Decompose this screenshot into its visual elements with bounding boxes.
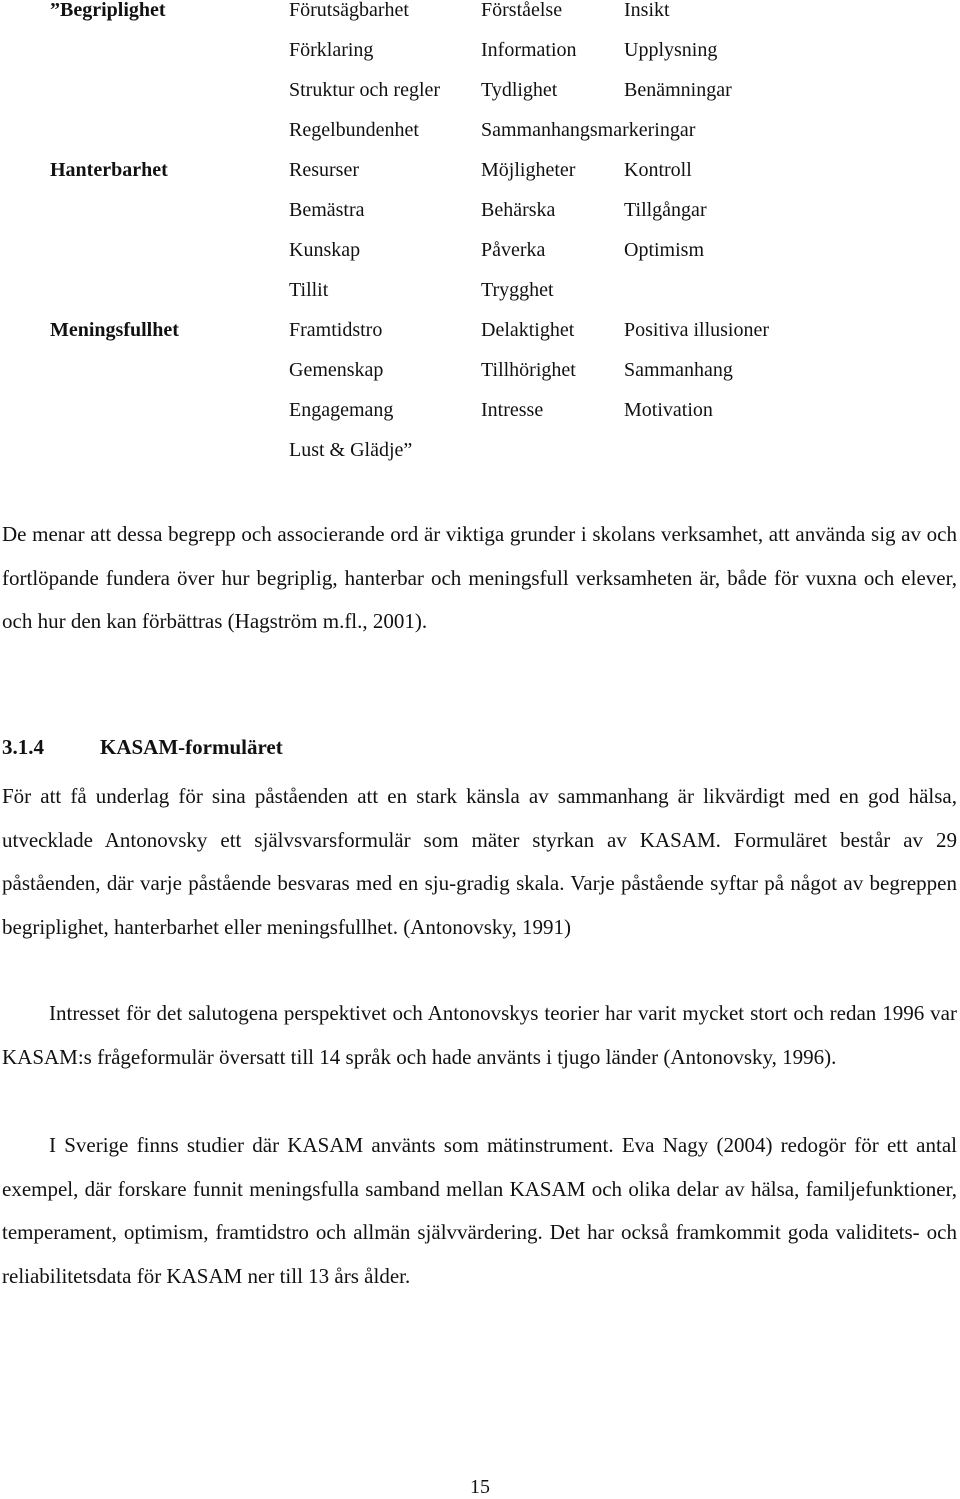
concept-cell: Förklaring	[289, 39, 374, 61]
section-heading	[2, 735, 283, 760]
concept-cell: Resurser	[289, 159, 359, 181]
concept-cell: Tydlighet	[481, 79, 558, 101]
category-cell: ”Begriplighet	[50, 0, 166, 21]
concept-cell: Delaktighet	[481, 319, 575, 341]
category-cell: Hanterbarhet	[50, 159, 168, 181]
concept-cell: Framtidstro	[289, 319, 383, 341]
concept-row	[0, 240, 960, 280]
section-number: 3.1.4	[2, 735, 44, 759]
concept-cell: Information	[481, 39, 577, 61]
concept-cell: Bemästra	[289, 199, 365, 221]
concept-row	[0, 320, 960, 360]
concept-cell: Tillhörighet	[481, 359, 576, 381]
body-paragraph: I Sverige finns studier där KASAM använts som mätinstrument. Eva Nagy (2004) redogör för ett antal exempel, där forskare funnit meningsfulla samband mellan KASAM och olika delar av hälsa, familjefunktioner, temperament, optimism, framtidstro och allmän självvärdering. Det har också framkommit goda validitets- och reliabilitetsdata för KASAM ner till 13 års ålder.	[2, 1133, 957, 1288]
body-paragraph: De menar att dessa begrepp och associerande ord är viktiga grunder i skolans verksamhet, att använda sig av och fortlöpande fundera över hur begriplig, hanterbar och meningsfull verksamheten är, både för vuxna och elever, och hur den kan förbättras (Hagström m.fl., 2001).	[2, 522, 957, 633]
concept-cell: Upplysning	[624, 39, 718, 61]
concept-cell: Förutsägbarhet	[289, 0, 409, 21]
concept-cell: Tillgångar	[624, 199, 707, 221]
concept-row	[0, 160, 960, 200]
concept-cell: Påverka	[481, 239, 546, 261]
concept-cell: Benämningar	[624, 79, 732, 101]
concept-cell: Insikt	[624, 0, 670, 21]
concept-row	[0, 400, 960, 440]
concept-row	[0, 280, 960, 320]
concept-row	[0, 120, 960, 160]
concept-cell: Tillit	[289, 279, 329, 301]
concept-cell: Regelbundenhet	[289, 119, 419, 141]
concept-row	[0, 200, 960, 240]
concept-cell: Motivation	[624, 399, 713, 421]
concept-cell: Behärska	[481, 199, 556, 221]
concept-cell: Sammanhangsmarkeringar	[481, 119, 696, 141]
concept-cell: Kunskap	[289, 239, 361, 261]
concept-cell: Optimism	[624, 239, 705, 261]
page-number: 15	[470, 1476, 490, 1498]
concept-cell: Kontroll	[624, 159, 692, 181]
concept-cell: Lust & Glädje”	[289, 439, 413, 461]
concept-cell: Engagemang	[289, 399, 394, 421]
concept-cell: Sammanhang	[624, 359, 733, 381]
concept-cell: Möjligheter	[481, 159, 576, 181]
concept-cell: Struktur och regler	[289, 79, 441, 101]
concept-cell: Trygghet	[481, 279, 554, 301]
concept-cell: Positiva illusioner	[624, 319, 769, 341]
concept-row	[0, 80, 960, 120]
concept-cell: Gemenskap	[289, 359, 384, 381]
body-paragraph: Intresset för det salutogena perspektivet och Antonovskys teorier har varit mycket stort och redan 1996 var KASAM:s frågeformulär översatt till 14 språk och hade använts i tjugo länder (Antonovsky, 1996).	[2, 1001, 957, 1069]
concept-cell: Förståelse	[481, 0, 563, 21]
body-paragraph: För att få underlag för sina påståenden att en stark känsla av sammanhang är likvärdigt med en god hälsa, utvecklade Antonovsky ett självsvarsformulär som mäter styrkan av KASAM. Formuläret består av 29 påståenden, där varje påstående besvaras med en sju-gradig skala. Varje påstående syftar på något av begreppen begriplighet, hanterbarhet eller meningsfullhet. (Antonovsky, 1991)	[2, 784, 957, 939]
concept-row	[0, 40, 960, 80]
section-title: KASAM-formuläret	[100, 735, 283, 759]
category-cell: Meningsfullhet	[50, 319, 179, 341]
concept-row	[0, 360, 960, 400]
concept-cell: Intresse	[481, 399, 544, 421]
concept-row	[0, 0, 960, 40]
concept-row	[0, 440, 960, 480]
